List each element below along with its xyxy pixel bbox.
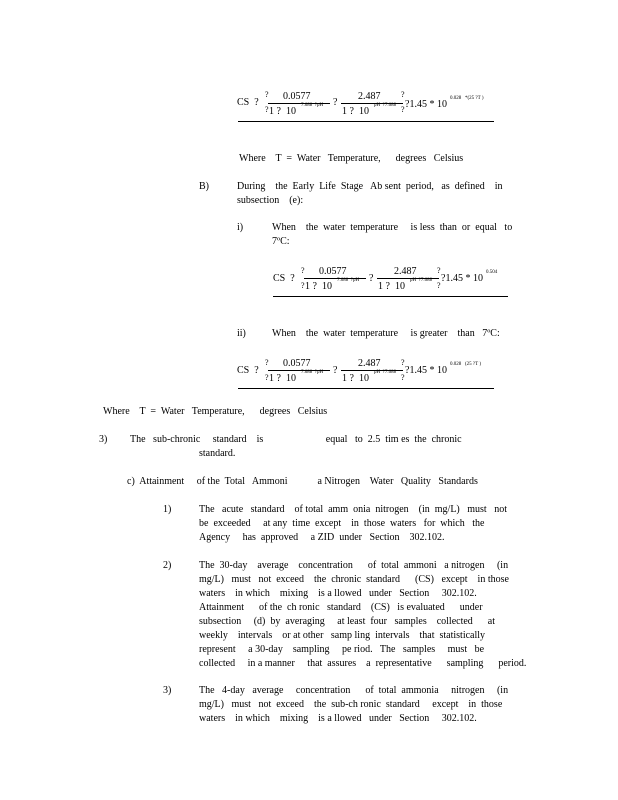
item-i-line-1: When the water temperature is less than or equal to: [272, 222, 513, 233]
eq1-underline: [238, 121, 494, 122]
eq1-num1: 0.0577: [283, 91, 311, 102]
eq1-brace-bottom: ?: [265, 105, 269, 114]
item-b-number: B): [199, 181, 209, 192]
eq3-num2: 2.487: [358, 358, 381, 369]
list-item-3-line: mg/L) must not exceed the sub-ch ronic standard except in those: [199, 699, 503, 710]
list-item-2-line: represent a 30-day sampling pe riod. The samples must be: [199, 644, 485, 655]
eq2-brace-top-right: ?: [437, 266, 441, 275]
eq3-rhs: ?1.45 * 10: [405, 365, 447, 376]
eq2-den2: 1 ? 10: [378, 281, 405, 292]
eq1-brace-top-right: ?: [401, 90, 405, 99]
list-item-2-line: The 30-day average concentration of total ammoni a nitrogen (in: [199, 560, 509, 571]
eq1-num2: 2.487: [358, 91, 381, 102]
eq1-brace-top: ?: [265, 90, 269, 99]
list-item-1-line: be exceeded at any time except in those waters for which the: [199, 518, 485, 529]
where-line-2: Where T = Water Temperature, degrees Celsius: [103, 406, 328, 417]
eq2-den1-exponent: 7.688 ?pH: [337, 278, 360, 283]
eq2-brace-bottom-right: ?: [437, 281, 441, 290]
eq3-brace-bottom: ?: [265, 373, 269, 382]
list-item-2-number: 2): [163, 560, 172, 571]
list-item-2-line: collected in a manner that assures a representative sampling period.: [199, 658, 527, 669]
eq1-brace-bottom-right: ?: [401, 105, 405, 114]
eq3-den2-exponent: pH ?7.688: [374, 370, 397, 375]
list-item-2-line: Attainment of the ch ronic standard (CS) is evaluated under: [199, 602, 483, 613]
section-c-heading: c) Attainment of the Total Ammoni a Nitrogen Water Quality Standards: [127, 476, 478, 487]
list-item-3-line: The 4-day average concentration of total ammonia nitrogen (in: [199, 685, 509, 696]
list-item-3-number: 3): [163, 685, 172, 696]
item-i-number: i): [237, 222, 244, 233]
eq2-num2: 2.487: [394, 266, 417, 277]
eq2-lhs: CS ?: [273, 273, 295, 284]
list-item-1-line: The acute standard of total amm onia nitrogen (in mg/L) must not: [199, 504, 507, 515]
eq1-lhs: CS ?: [237, 97, 259, 108]
eq1-rhs: ?1.45 * 10: [405, 99, 447, 110]
list-item-1-line: Agency has approved a ZID under Section 302.102.: [199, 532, 445, 543]
eq2-rhs-exponent: 0.504: [486, 270, 498, 275]
eq2-den1: 1 ? 10: [305, 281, 332, 292]
eq2-mid: ?: [369, 273, 374, 284]
eq3-brace-bottom-right: ?: [401, 373, 405, 382]
list-item-2-line: mg/L) must not exceed the chronic standard (CS) except in those: [199, 574, 509, 585]
eq2-brace-bottom: ?: [301, 281, 305, 290]
eq3-brace-top-right: ?: [401, 358, 405, 367]
eq1-rhs-exponent: 0.028 *(25 ?T ): [450, 96, 484, 101]
list-item-3-line: waters in which mixing is a llowed under Section 302.102.: [199, 713, 477, 724]
item-ii-line-1: When the water temperature is greater than 7ºC:: [272, 328, 500, 339]
eq3-num1: 0.0577: [283, 358, 311, 369]
eq2-num1: 0.0577: [319, 266, 347, 277]
where-line-1: Where T = Water Temperature, degrees Celsius: [239, 153, 464, 164]
item-3-line-2: standard.: [199, 448, 236, 459]
eq2-den2-exponent: pH ?7.688: [410, 278, 433, 283]
eq2-rhs: ?1.45 * 10: [441, 273, 483, 284]
eq3-lhs: CS ?: [237, 365, 259, 376]
item-3-number: 3): [99, 434, 108, 445]
list-item-2-line: weekly intervals or at other samp ling intervals that statistically: [199, 630, 486, 641]
list-item-2-line: waters in which mixing is a llowed under Section 302.102.: [199, 588, 477, 599]
eq3-den1: 1 ? 10: [269, 373, 296, 384]
item-ii-number: ii): [237, 328, 246, 339]
item-b-line-1: During the Early Life Stage Ab sent period, as defined in: [237, 181, 503, 192]
eq3-den2: 1 ? 10: [342, 373, 369, 384]
item-i-line-2: 7ºC:: [272, 236, 290, 247]
item-3-line-1: The sub-chronic standard is equal to 2.5 tim es the chronic: [130, 434, 462, 445]
eq3-brace-top: ?: [265, 358, 269, 367]
item-b-line-2: subsection (e):: [237, 195, 304, 206]
eq1-den1-exponent: 7.688 ?pH: [301, 103, 324, 108]
eq1-den2-exponent: pH ?7.688: [374, 103, 397, 108]
eq3-underline: [238, 388, 494, 389]
list-item-1-number: 1): [163, 504, 172, 515]
eq3-den1-exponent: 7.688 ?pH: [301, 370, 324, 375]
eq1-mid: ?: [333, 97, 338, 108]
list-item-2-line: subsection (d) by averaging at least four samples collected at: [199, 616, 496, 627]
eq2-underline: [273, 296, 508, 297]
eq3-rhs-exponent: 0.028 (25 ?T ): [450, 362, 482, 367]
eq2-brace-top: ?: [301, 266, 305, 275]
eq1-den1: 1 ? 10: [269, 106, 296, 117]
eq1-den2: 1 ? 10: [342, 106, 369, 117]
eq3-mid: ?: [333, 365, 338, 376]
